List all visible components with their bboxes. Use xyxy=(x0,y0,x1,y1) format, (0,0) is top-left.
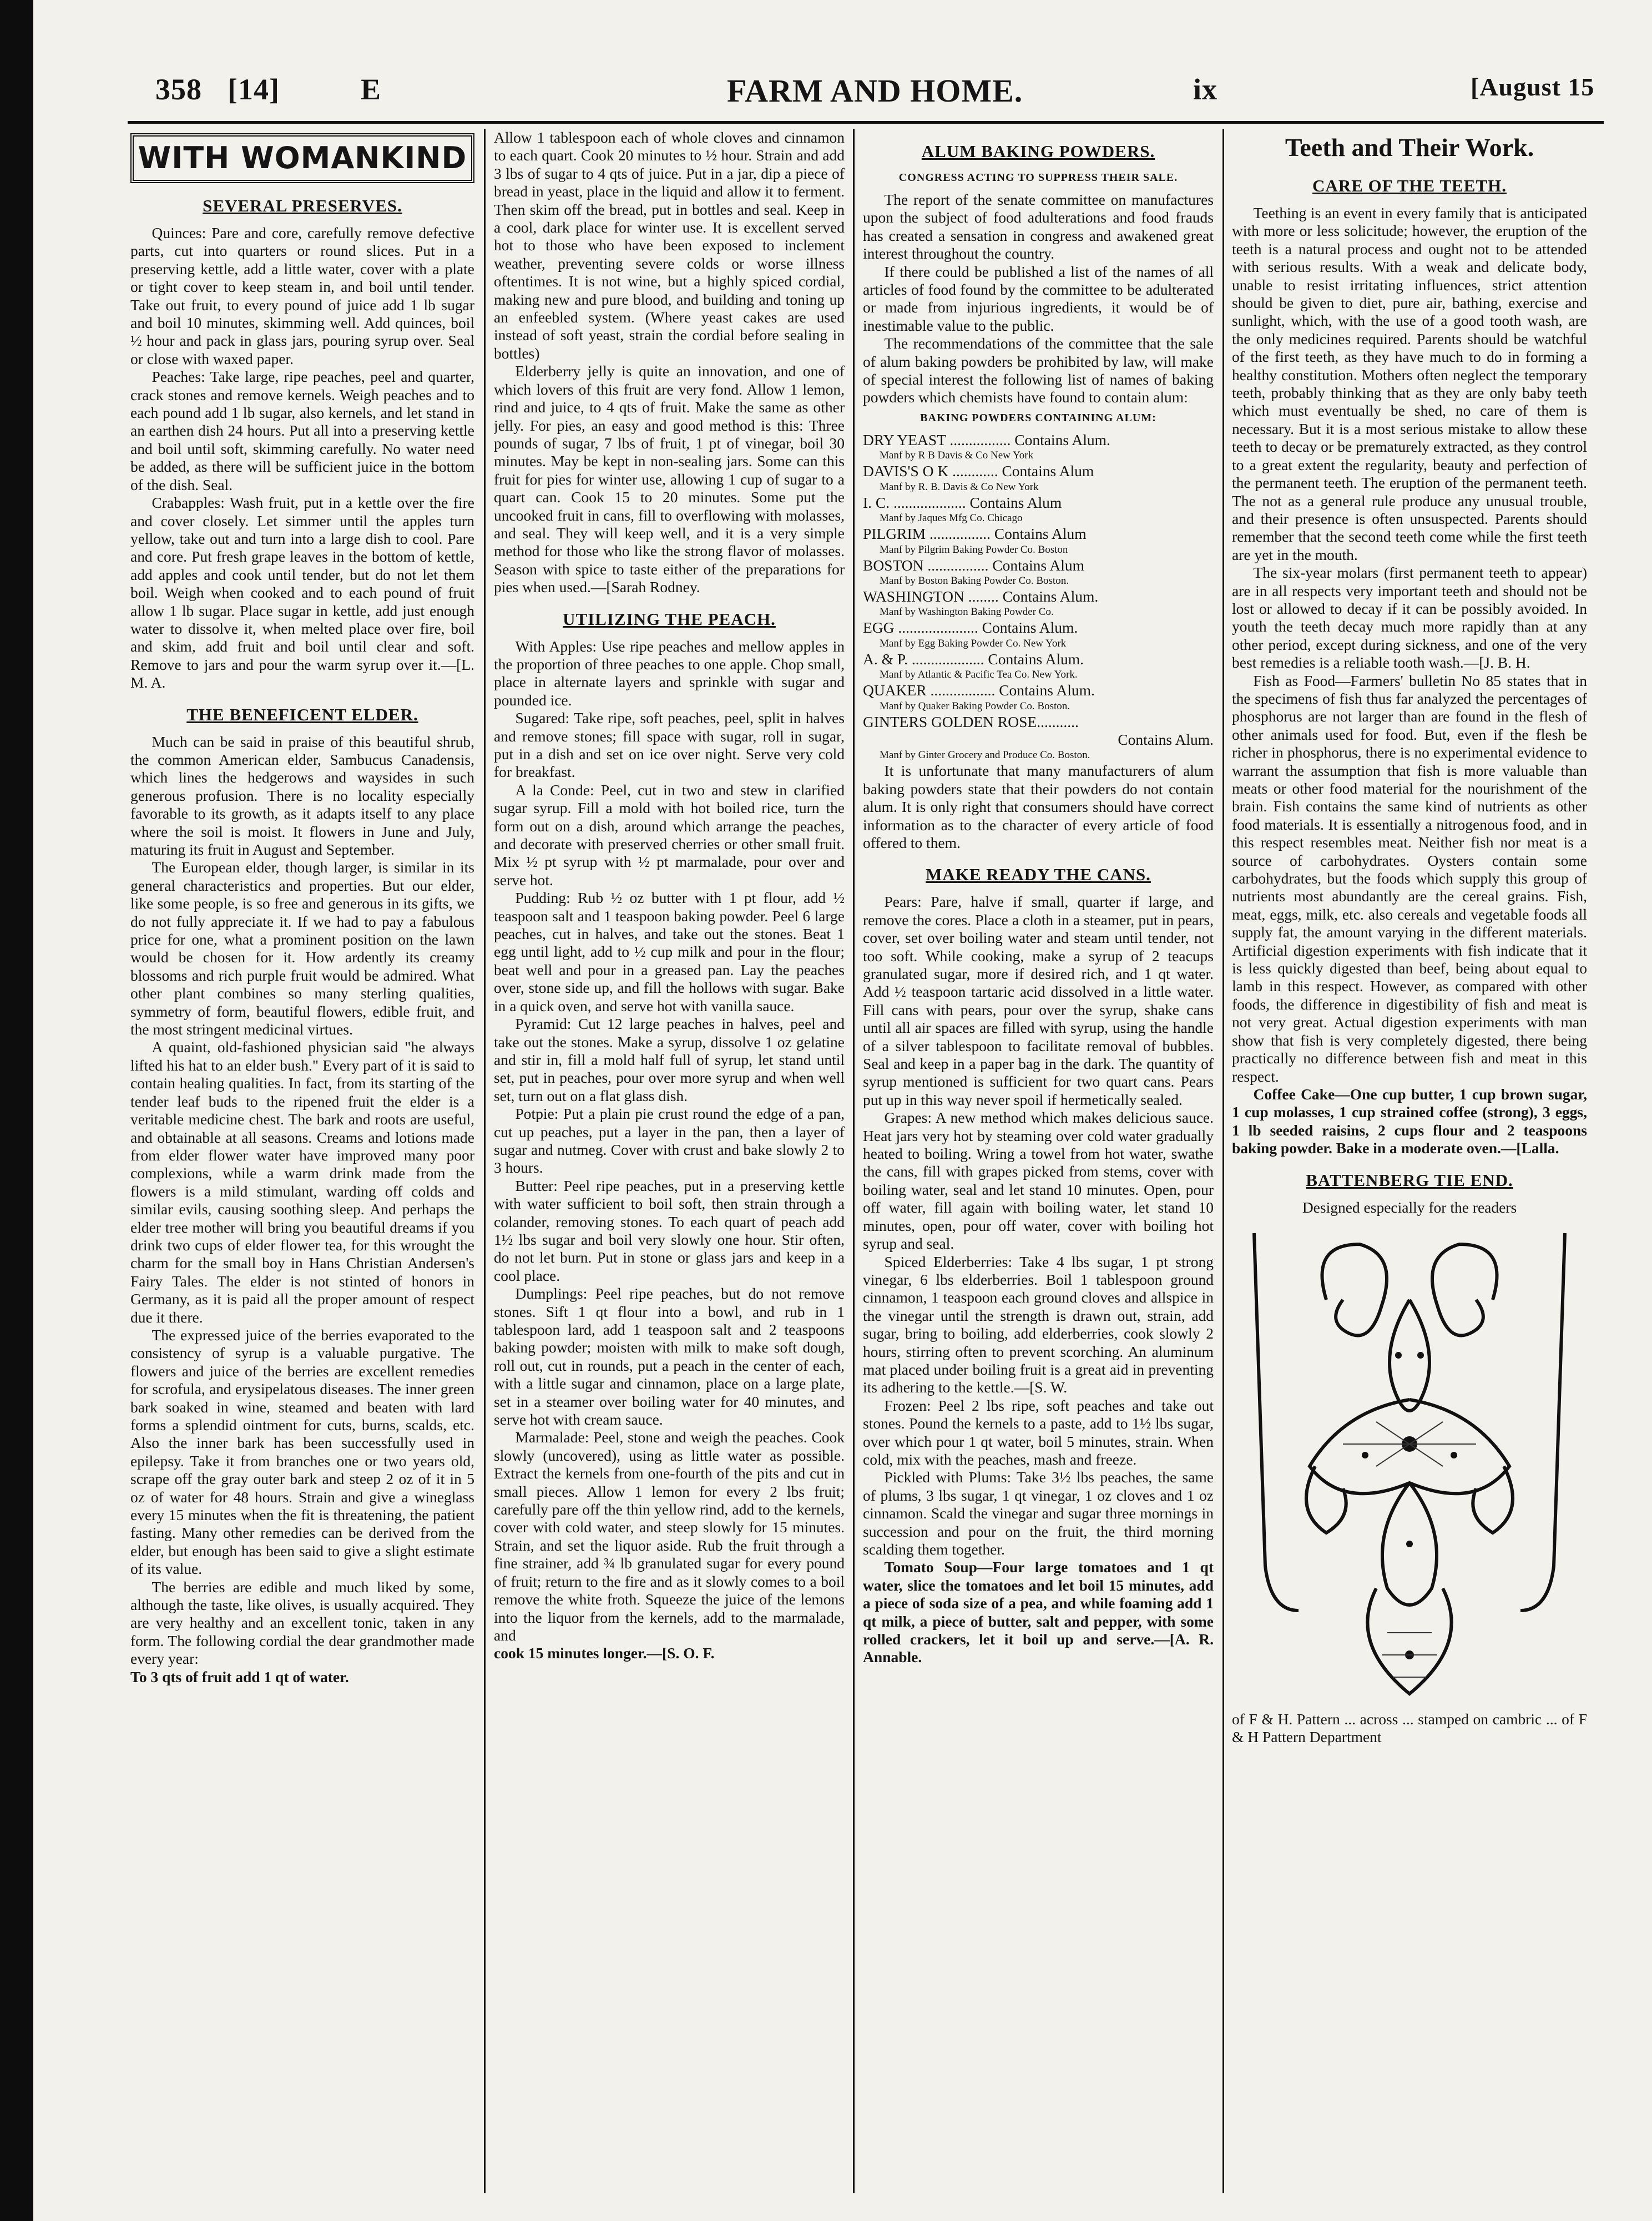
alum-list-item: WASHINGTON ........ Contains Alum. xyxy=(863,587,1099,605)
alum-list-item: DRY YEAST ................ Contains Alum. xyxy=(863,431,1110,448)
heading-battenberg: BATTENBERG TIE END. xyxy=(1306,1170,1513,1190)
battenberg-tie-illustration xyxy=(1232,1222,1587,1710)
alum-list-maker: Manf by Jaques Mfg Co. Chicago xyxy=(880,512,1023,524)
alum-list-maker: Manf by Quaker Baking Powder Co. Boston. xyxy=(880,700,1070,712)
paragraph: With Apples: Use ripe peaches and mellow apples in the proportion of three peaches to one apple. Chop small, place in alternate layers and sprinkle with sugar and pounded ice. xyxy=(494,637,845,709)
column-4 xyxy=(1232,129,1587,2193)
alum-list-item-contains: Contains Alum. xyxy=(1118,730,1214,748)
paragraph: The European elder, though larger, is similar in its general characteristics and properties. But our elder, like some people, is so free and generous in its gifts, we do not fully appreciate it. If we had to pay a fabulous price for one, what a prominent position on the lawn would be chosen for it. How ardently its creamy blossoms and rich purple fruit would be admired. What other plant combines so many sterling qualities, symmetry of form, beautiful flowers, edible fruit, and the most stringent medicinal virtues. xyxy=(130,859,474,1038)
paragraph: Potpie: Put a plain pie crust round the edge of a pan, cut up peaches, put a layer in the pan, then a layer of sugar and nutmeg. Cover with crust and bake slowly 2 to 3 hours. xyxy=(494,1105,845,1177)
header-rule xyxy=(128,121,1604,124)
paragraph: Peaches: Take large, ripe peaches, peel and quarter, crack stones and remove kernels. Weigh peaches and to each pound add 1 lb sugar, also kernels, and let stand in an earthen dish 24 hours. Put all into a preserving kettle and boil until soft, skimming carefully. No water need be added, as there will be sufficient juice in the bottom of the dish. Seal. xyxy=(130,368,474,493)
paragraph: Spiced Elderberries: Take 4 lbs sugar, 1 pt strong vinegar, 6 lbs elderberries. Boil 1 tablespoon ground cinnamon, 1 teaspoon each ground cloves and allspice in the vinegar until the strength is drawn out, strain, add sugar, bring to boiling, add elderberries, cook slowly 2 hours, stirring often to prevent scorching. An aluminum mat placed under boiling fruit is a great aid in preventing its adhering to the kettle.—[S. W. xyxy=(863,1253,1214,1396)
alum-list-item: I. C. ................... Contains Alum xyxy=(863,493,1062,511)
column-3 xyxy=(863,129,1214,2193)
alum-list-item: DAVIS'S O K ............ Contains Alum xyxy=(863,462,1094,480)
paragraph: Pudding: Rub ½ oz butter with 1 pt flour, add ½ teaspoon salt and 1 teaspoon baking powder. Peel 6 large peaches, cut in halves, and take out the stones. Beat 1 egg until light, add to ½ cup milk and pour in the flour; beat well and pour in a greased pan. Lay the peaches over, stone side up, and fill the hollows with sugar. Bake in a quick oven, and serve hot with vanilla sauce. xyxy=(494,889,845,1014)
alum-list-item: GINTERS GOLDEN ROSE........... xyxy=(863,713,1079,730)
alum-list-item: PILGRIM ................ Contains Alum xyxy=(863,525,1087,543)
alum-list-maker: Manf by Pilgrim Baking Powder Co. Boston xyxy=(880,543,1068,556)
heading-utilizing-peach: UTILIZING THE PEACH. xyxy=(563,609,776,629)
subheading: CONGRESS ACTING TO SUPPRESS THEIR SALE. xyxy=(898,171,1178,184)
alum-list-item: QUAKER ................. Contains Alum. xyxy=(863,682,1095,699)
paragraph: Frozen: Peel 2 lbs ripe, soft peaches and take out stones. Pound the kernels to a paste, add to 1½ lbs sugar, over which pour 1 qt water, boil 5 minutes, strain. When cold, mix with the peaches, mash and freeze. xyxy=(863,1396,1214,1468)
illustration-footer: of F & H. Pattern ... across ... stamped on cambric ... of F & H Pattern Department xyxy=(1232,1710,1587,1746)
paragraph: A quaint, old-fashioned physician said "he always lifted his hat to an elder bush." Every part of it is said to contain healing qualities. In fact, from its starting of the tender leaf buds to the ripened fruit the elder is a veritable medicine chest. The bark and roots are useful, and obtainable at all seasons. Creams and lotions made from elder flower water have improved many poor complexions, while a warm drink made from the flowers is a mild stimulant, warding off colds and similar evils, causing soothing sleep. And perhaps the elder tree mother will bring you beautiful dreams if you drink two cups of elder flower tea, for this wrought the charm for the small boy in Hans Christian Andersen's Fairy Tales. The elder is not stinted of honors in Germany, as it is paid all the proper amount of respect due it there. xyxy=(130,1038,474,1326)
heading-care-of-teeth: CARE OF THE TEETH. xyxy=(1312,176,1507,195)
paragraph: Fish as Food—Farmers' bulletin No 85 states that in the specimens of fish thus far analyzed the percentages of phosphorus are not larger than are found in the flesh of other animals used for food. But, even if the flesh be richer in phosphorus, there is no experimental evidence to warrant the assumption that fish is more valuable than meats or other food material for the nourishment of the brain. Fish contains the same kind of nutrients as other food materials. It is essentially a nitrogenous food, and in this respect resembles meat. Neither fish nor meat is a source of carbohydrates. Oysters contain some carbohydrates, but the foods which supply this group of nutrients most abundantly are the cereal grains. Fish, meat, eggs, milk, etc. also cereals and vegetable foods all supply fat, the amount varying in the different materials. Artificial digestion experiments with fish indicate that it is less quickly digested than beef, being about equal to lamb in this respect. However, as compared with other foods, the difference in digestibility of fish and meat is not very great. Actual digestion experiments with man show that fish is very completely digested, there being practically no difference between fish and meat in this respect. xyxy=(1232,672,1587,1085)
header-roman: ix xyxy=(1193,73,1218,106)
paragraph-bold: Tomato Soup—Four large tomatoes and 1 qt water, slice the tomatoes and let boil 15 minutes, add a piece of soda size of a pea, and while foaming add 1 qt milk, a piece of butter, salt and pepper, with some rolled crackers, let it boil up and serve.—[A. R. Annable. xyxy=(863,1558,1214,1666)
subheading: BAKING POWDERS CONTAINING ALUM: xyxy=(920,411,1156,424)
paragraph: Elderberry jelly is quite an innovation, and one of which lovers of this fruit are very fond. Allow 1 lemon, rind and juice, to 4 qts of fruit. Make the same as other jelly. For pies, an easy and good method is this: Three pounds of sugar, 7 lbs of fruit, 1 pt of vinegar, boil 30 minutes. May be kept in non-sealing jars. Some can this fruit for pies for winter use, allowing 1 cup of sugar to a quart can. Cook 15 to 20 minutes. Some put the uncooked fruit in cans, fill to overflowing with molasses, and seal. They will keep well, and it is a very simple method for those who like the strong flavor of molasses. Season with spice to taste either of the preparations for pies when used.—[Sarah Rodney. xyxy=(494,362,845,596)
paragraph: Teething is an event in every family that is anticipated with more or less solicitude; however, the eruption of the teeth is a natural process and ought not to be attended with serious results. With a weak and delicate body, unable to resist irritating influences, strict attention should be given to diet, pure air, bathing, exercise and sunlight, which, with the use of a good tooth wash, are the only medicines required. Parents should be watchful of the first teeth, as they have much to do in forming a healthy constitution. Mothers often neglect the temporary teeth, probably thinking that as they are only baby teeth which must eventually be shed, no care of them is necessary. But it is a most serious mistake to allow these teeth to decay or be prematurely extracted, as they control to a great extent the regularity, beauty and perfection of the permanent teeth. The eruption of the permanent teeth. The not as a general rule produce any unusual trouble, and their presence is often unsuspected. Parents should remember that the second teeth come while the first teeth are yet in the mouth. xyxy=(1232,204,1587,563)
page-edge-left xyxy=(0,0,33,2221)
paragraph: Allow 1 tablespoon each of whole cloves and cinnamon to each quart. Cook 20 minutes to ½ hour. Strain and add 3 lbs of sugar to 4 qts of juice. Put in a jar, dip a piece of bread in yeast, place in the liquid and allow it to ferment. Then skim off the bread, put in bottles and seal. Keep in a cool, dark place for winter use. It is excellent served hot to those who have been exposed to inclement weather, preventing severe colds or worse illness oftentimes. It is not wine, but a highly spiced cordial, making new and pure blood, and building and toning up an enfeebled system. (Where yeast cakes are used instead of soft yeast, strain the cordial before sealing in bottles) xyxy=(494,129,845,362)
paragraph-bold: Coffee Cake—One cup butter, 1 cup brown sugar, 1 cup molasses, 1 cup strained coffee (strong), 3 eggs, 1 lb seeded raisins, 2 cups flour and 2 teaspoons baking powder. Bake in a moderate oven.—[Lalla. xyxy=(1232,1085,1587,1157)
column-1 xyxy=(130,129,474,2193)
with-womankind-logo: WITH WOMANKIND xyxy=(130,133,474,183)
heading-teeth-work: Teeth and Their Work. xyxy=(1285,133,1534,161)
page-number: 358 xyxy=(155,73,202,106)
paragraph: Marmalade: Peel, stone and weigh the peaches. Cook slowly (uncovered), using as little water as possible. Extract the kernels from one-fourth of the pits and cut in small pieces. Allow 1 lemon for every 2 lbs fruit; carefully pare off the thin yellow rind, add to the kernels, cover with cold water, and steep slowly for 15 minutes. Strain, and set the liquor aside. Rub the fruit through a fine strainer, add ¾ lb granulated sugar for every pound of fruit; return to the fire and as it slowly comes to a boil remove the white froth. Squeeze the juice of the lemons into the liquor from the kernels, add to the marmalade, and xyxy=(494,1428,845,1644)
page-bracket-number: [14] xyxy=(228,73,280,106)
paragraph-bold: To 3 qts of fruit add 1 qt of water. xyxy=(130,1668,349,1685)
paragraph: Butter: Peel ripe peaches, put in a preserving kettle with water sufficient to boil soft, then strain through a colander, removing stones. To each quart of peach add 1½ lbs sugar and boil very slowly one hour. Stir often, do not let burn. Put in stone or glass jars and keep in a cool place. xyxy=(494,1177,845,1284)
paragraph: Dumplings: Peel ripe peaches, but do not remove stones. Sift 1 qt flour into a bowl, and rub in 1 tablespoon lard, add 1 teaspoon salt and 2 teaspoons baking powder; moisten with milk to make soft dough, roll out, cut in rounds, put a peach in the center of each, with a little sugar and cinnamon, place on a large plate, set in a steamer over boiling water for 40 minutes, and serve hot with cream sauce. xyxy=(494,1285,845,1428)
alum-list-maker: Manf by Boston Baking Powder Co. Boston. xyxy=(880,574,1069,587)
paragraph: If there could be published a list of the names of all articles of food found by the committee to be adulterated or made from injurious ingredients, it would be of inestimable value to the public. xyxy=(863,263,1214,334)
paragraph: Pears: Pare, halve if small, quarter if large, and remove the cores. Place a cloth in a steamer, put in pears, cover, set over boiling water and steam until tender, not too soft. While cooking, make a syrup of 2 teacups granulated sugar, more if desired rich, and 1 qt water. Add ½ teaspoon tartaric acid dissolved in a little water. Fill cans with pears, pour over the syrup, shake cans until all air spaces are filled with syrup, using the handle of a silver tablespoon to facilitate removal of bubbles. Seal and keep in a paper bag in the dark. The quantity of syrup mentioned is sufficient for two quart cans. Pears put up in this way never spoil if hermetically sealed. xyxy=(863,893,1214,1108)
paragraph: The recommendations of the committee that the sale of alum baking powders be prohibited by law, will make of special interest the following list of names of baking powders which chemists have found to contain alum: xyxy=(863,335,1214,406)
heading-beneficent-elder: THE BENEFICENT ELDER. xyxy=(186,704,418,724)
issue-date: [August 15 xyxy=(1471,73,1595,101)
alum-list-maker: Manf by Egg Baking Powder Co. New York xyxy=(880,637,1067,649)
paragraph: Pickled with Plums: Take 3½ lbs peaches, the same of plums, 3 lbs sugar, 1 qt vinegar, 1 oz cloves and 1 oz cinnamon. Scald the vinegar and sugar three mornings in succession and pour on the fruit, the third morning scalding them together. xyxy=(863,1468,1214,1558)
heading-make-ready-cans: MAKE READY THE CANS. xyxy=(926,865,1151,885)
paragraph: Sugared: Take ripe, soft peaches, peel, split in halves and remove stones; fill space with sugar, roll in sugar, put in a dish and set on ice over night. Serve very cold for breakfast. xyxy=(494,709,845,781)
alum-list-maker: Manf by Ginter Grocery and Produce Co. Boston. xyxy=(880,749,1090,761)
alum-list-maker: Manf by R. B. Davis & Co New York xyxy=(880,481,1039,493)
paragraph: Quinces: Pare and core, carefully remove defective parts, cut into quarters or round slices. Put in a preserving kettle, add a little water, cover with a plate or tight cover to keep steam in, and boil until tender. Take out fruit, to every pound of juice add 1 lb sugar and boil 10 minutes, skimming well. Add quinces, boil ½ hour and pack in glass jars, pouring syrup over. Seal or close with waxed paper. xyxy=(130,224,474,367)
paragraph: A la Conde: Peel, cut in two and stew in clarified sugar syrup. Fill a mold with hot boiled rice, turn the form out on a dish, around which arrange the peaches, and decorate with preserved cherries or other small fruit. Mix ½ pt syrup with ½ pt marmalade, pour over and serve hot. xyxy=(494,781,845,889)
paragraph: The report of the senate committee on manufactures upon the subject of food adulterations and food frauds has created a sensation in congress and awakened great interest throughout the country. xyxy=(863,191,1214,263)
illustration-caption: Designed especially for the readers xyxy=(1302,1198,1517,1216)
paragraph: Pyramid: Cut 12 large peaches in halves, peel and take out the stones. Make a syrup, dissolve 1 oz gelatine and stir in, fill a mold half full of syrup, let stand until set, put in peaches, pour over more syrup and when well set, turn out on a flat glass dish. xyxy=(494,1015,845,1104)
paragraph: The berries are edible and much liked by some, although the taste, like olives, is usually acquired. They are very healthy and an excellent tonic, taken in any form. The following cordial the dear grandmother made every year: xyxy=(130,1578,474,1668)
paragraph: It is unfortunate that many manufacturers of alum baking powders state that their powders do not contain alum. It is only right that consumers should have correct information as to the character of every article of food offered to them. xyxy=(863,762,1214,851)
paragraph: The expressed juice of the berries evaporated to the consistency of syrup is a valuable purgative. The flowers and juice of the berries are excellent remedies for scrofula, and erysipelatous diseases. The inner green bark soaked in wine, steamed and beaten with lard forms a splendid ointment for cuts, burns, scalds, etc. Also the inner bark has been successfully used in epilepsy. Take it from branches one or two years old, scrape off the gray outer bark and steep 2 oz of it in 5 oz of water for 48 hours. Strain and give a wineglass every 15 minutes when the fit is threatening, the patient fasting. Many other remedies can be derived from the elder, but enough has been said to give a slight estimate of its value. xyxy=(130,1326,474,1578)
alum-list-item: A. & P. ................... Contains Alum. xyxy=(863,650,1084,668)
column-rule xyxy=(853,129,855,2193)
section-letter: E xyxy=(361,73,382,106)
column-2 xyxy=(494,129,845,2193)
alum-list-item: EGG ..................... Contains Alum. xyxy=(863,619,1078,637)
paragraph: The six-year molars (first permanent teeth to appear) are in all respects very important teeth and should not be lost or allowed to decay if it can be possibly avoided. In youth the teeth decay much more rapidly than at any other period, except during sickness, and one of the very best remedies is a reliable tooth wash.—[J. B. H. xyxy=(1232,564,1587,672)
alum-list-maker: Manf by R B Davis & Co New York xyxy=(880,450,1034,462)
newspaper-title: FARM AND HOME. xyxy=(727,73,1023,109)
paragraph: Crabapples: Wash fruit, put in a kettle over the fire and cover closely. Let simmer until the apples turn yellow, take out and turn into a large dish to cool. Pare and core. Put fresh grape leaves in the bottom of kettle, add apples and cook until tender, but do not let them boil. Weigh when cooked and to each pound of fruit allow 1 lb sugar. Place sugar in kettle, add just enough water to dissolve it, when melted place over fire, boil and skim, add fruit and boil until clear and soft. Remove to jars and pour the warm syrup over it.—[L. M. A. xyxy=(130,494,474,691)
heading-alum-baking-powders: ALUM BAKING POWDERS. xyxy=(921,142,1155,161)
heading-several-preserves: SEVERAL PRESERVES. xyxy=(203,196,402,215)
paragraph-bold: cook 15 minutes longer.—[S. O. F. xyxy=(494,1644,715,1662)
column-rule xyxy=(484,129,486,2193)
paragraph: Grapes: A new method which makes delicious sauce. Heat jars very hot by steaming over cold water gradually heated to boiling. Wring a towel from hot water, swathe the cans, fill with grapes picked from stems, cover with boiling water, seal and let stand 10 minutes. Open, pour off water, fill again with boiling water, let stand 10 minutes, open, pour off water, cover with boiling hot syrup and seal. xyxy=(863,1109,1214,1253)
paragraph: Much can be said in praise of this beautiful shrub, the common American elder, Sambucus Canadensis, which lines the hedgerows and waysides in such generous profusion. There is no locality especially favorable to its growth, as it adapts itself to any place where the soil is moist. It flowers in June and July, maturing its fruit in August and September. xyxy=(130,733,474,858)
alum-list-maker: Manf by Atlantic & Pacific Tea Co. New York. xyxy=(880,669,1078,681)
page-header xyxy=(155,72,1593,117)
alum-list-item: BOSTON ................ Contains Alum xyxy=(863,556,1085,574)
alum-list-maker: Manf by Washington Baking Powder Co. xyxy=(880,606,1054,618)
column-rule xyxy=(1222,129,1224,2193)
